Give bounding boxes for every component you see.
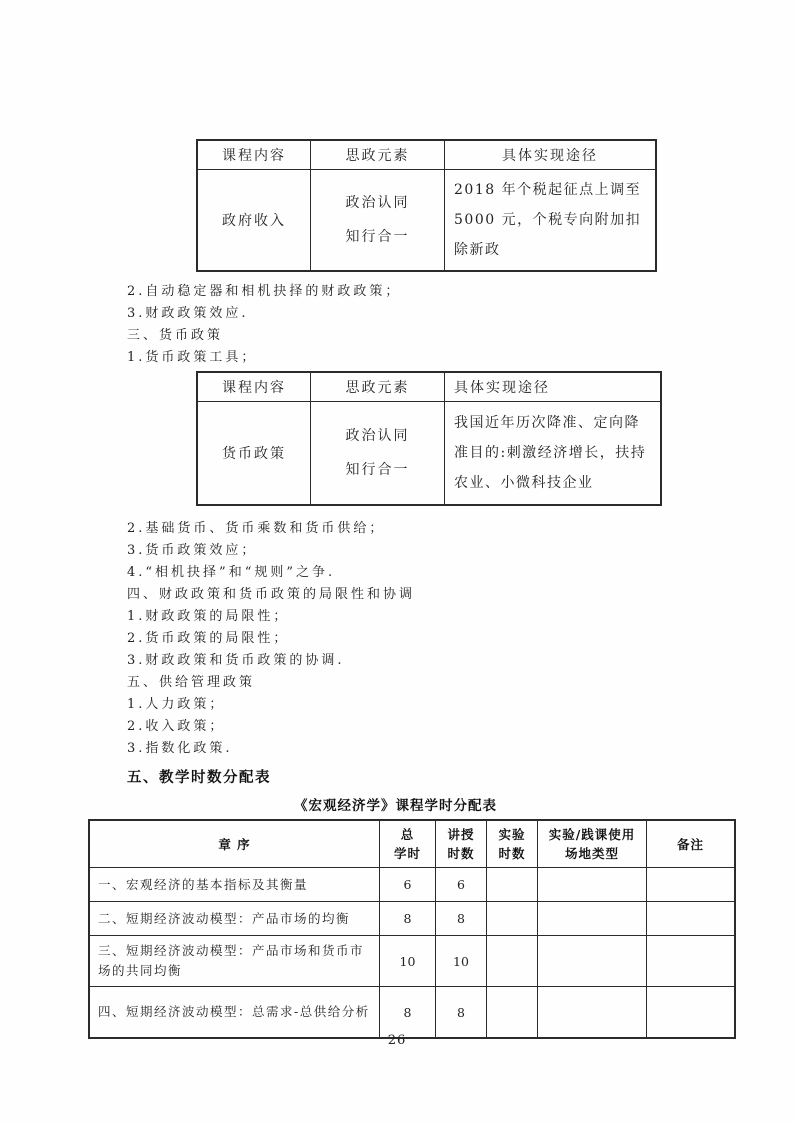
list-item: 3.货币政策效应； [127, 543, 258, 558]
hours-header-row [89, 820, 735, 868]
cell-chapter: 二、短期经济波动模型：产品市场的均衡 [89, 902, 380, 936]
cell-total: 8 [380, 987, 436, 1039]
header-line: 实验/践课使用 [548, 827, 636, 842]
page-number: 26 [387, 1033, 407, 1048]
cell-total: 10 [380, 936, 436, 987]
cell-lecture: 6 [436, 868, 487, 902]
table-row [197, 170, 656, 272]
cell-venue [538, 987, 647, 1039]
header-lecture-hours [436, 820, 487, 868]
list-item: 五、供给管理政策 [127, 675, 256, 690]
course-table-government-revenue [196, 139, 657, 272]
list-item: 2.收入政策； [127, 719, 226, 734]
table-row [197, 402, 661, 506]
header-ideology-element: 思政元素 [311, 372, 445, 402]
list-item: 2.货币政策的局限性； [127, 631, 290, 646]
cell-remark [647, 987, 736, 1039]
table-header-row [197, 140, 656, 170]
hours-allocation-table [88, 819, 736, 1039]
header-course-content: 课程内容 [197, 140, 311, 170]
section-heading: 五、教学时数分配表 [127, 770, 271, 786]
hours-table-title: 《宏观经济学》课程学时分配表 [294, 798, 497, 814]
cell-lab [487, 987, 538, 1039]
list-item: 1.人力政策； [127, 697, 226, 712]
list-item: 2.自动稳定器和相机抉择的财政政策； [127, 284, 402, 299]
header-line: 讲授 [447, 827, 475, 842]
list-item: 1.货币政策工具； [127, 350, 258, 365]
course-table-monetary-policy [196, 371, 662, 506]
outline-list-fiscal-policy [127, 281, 794, 369]
list-item: 3.财政政策和货币政策的协调. [127, 653, 345, 668]
list-item: 三、货币政策 [127, 328, 224, 343]
header-line: 场地类型 [564, 846, 619, 861]
hours-row [89, 902, 735, 936]
cell-venue [538, 902, 647, 936]
cell-lab [487, 868, 538, 902]
ideology-line: 政治认同 [345, 428, 410, 444]
cell-lab [487, 936, 538, 987]
ideology-line: 知行合一 [345, 229, 410, 245]
list-item: 4.“相机抉择”和“规则”之争. [127, 565, 336, 580]
cell-lecture: 8 [436, 902, 487, 936]
cell-chapter: 三、短期经济波动模型：产品市场和货币市场的共同均衡 [89, 936, 380, 987]
header-total-hours [380, 820, 436, 868]
hours-row [89, 868, 735, 902]
list-item: 1.财政政策的局限性； [127, 609, 290, 624]
header-course-content: 课程内容 [197, 372, 311, 402]
cell-chapter: 四、短期经济波动模型：总需求-总供给分析 [89, 987, 380, 1039]
header-chapter: 章 序 [89, 820, 380, 868]
cell-remark [647, 868, 736, 902]
ideology-line: 政治认同 [345, 195, 410, 211]
cell-lecture: 10 [436, 936, 487, 987]
hours-row [89, 936, 735, 987]
cell-total: 6 [380, 868, 436, 902]
hours-row [89, 987, 735, 1039]
header-lab-hours [487, 820, 538, 868]
header-line: 实验 [498, 827, 526, 842]
header-line: 时数 [498, 846, 526, 861]
cell-venue [538, 868, 647, 902]
list-item: 3.财政政策效应. [127, 306, 249, 321]
cell-remark [647, 902, 736, 936]
cell-ideology-elements [311, 170, 445, 272]
header-line: 时数 [447, 846, 475, 861]
header-venue-type [538, 820, 647, 868]
cell-lecture: 8 [436, 987, 487, 1039]
header-line: 总 [400, 827, 415, 842]
outline-list-policy-sections [127, 518, 794, 760]
header-implementation: 具体实现途径 [445, 140, 657, 170]
list-item: 2.基础货币、货币乘数和货币供给； [127, 521, 386, 536]
cell-course-name: 货币政策 [197, 402, 311, 506]
header-remark: 备注 [647, 820, 736, 868]
cell-implementation-text: 我国近年历次降准、定向降准目的:刺激经济增长，扶持农业、小微科技企业 [445, 402, 662, 506]
header-implementation: 具体实现途径 [445, 372, 662, 402]
cell-chapter: 一、宏观经济的基本指标及其衡量 [89, 868, 380, 902]
header-line: 学时 [393, 846, 421, 861]
table-header-row [197, 372, 661, 402]
cell-venue [538, 936, 647, 987]
cell-implementation-text: 2018 年个税起征点上调至 5000 元，个税专向附加扣除新政 [445, 170, 657, 272]
header-ideology-element: 思政元素 [311, 140, 445, 170]
ideology-line: 知行合一 [345, 462, 410, 478]
cell-lab [487, 902, 538, 936]
list-item: 四、财政政策和货币政策的局限性和协调 [127, 587, 416, 602]
list-item: 3.指数化政策. [127, 741, 233, 756]
cell-remark [647, 936, 736, 987]
cell-total: 8 [380, 902, 436, 936]
cell-course-name: 政府收入 [197, 170, 311, 272]
cell-ideology-elements [311, 402, 445, 506]
